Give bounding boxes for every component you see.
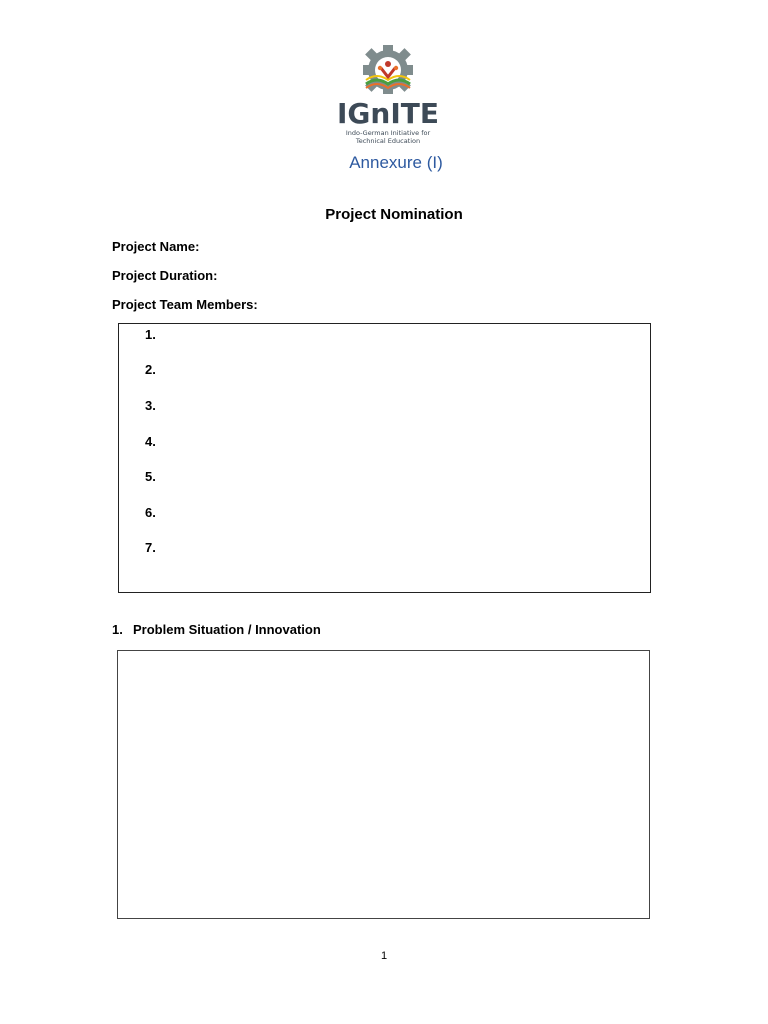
- project-name-label: Project Name:: [112, 239, 200, 254]
- member-item: 7.: [145, 540, 156, 555]
- section-heading-problem: [112, 622, 321, 637]
- section-title: Problem Situation / Innovation: [133, 622, 321, 637]
- member-item: 4.: [145, 434, 156, 449]
- member-item: 1.: [145, 327, 156, 342]
- logo-wordmark: IGnITE: [337, 97, 439, 130]
- gear-logo-icon: [336, 44, 440, 148]
- document-title: Project Nomination: [325, 206, 463, 223]
- page-number: 1: [380, 950, 388, 962]
- ignite-logo: [336, 44, 440, 148]
- member-item: 6.: [145, 505, 156, 520]
- logo-tagline-line1: Indo-German Initiative for: [345, 129, 431, 137]
- member-item: 2.: [145, 362, 156, 377]
- problem-situation-box[interactable]: [117, 650, 650, 919]
- team-members-label: Project Team Members:: [112, 297, 258, 312]
- member-item: 3.: [145, 398, 156, 413]
- project-duration-label: Project Duration:: [112, 268, 218, 283]
- member-item: 5.: [145, 469, 156, 484]
- annexure-label: Annexure (I): [349, 153, 443, 172]
- logo-tagline-line2: Technical Education: [355, 137, 421, 145]
- team-members-box[interactable]: [118, 323, 651, 593]
- section-number: 1.: [112, 622, 123, 637]
